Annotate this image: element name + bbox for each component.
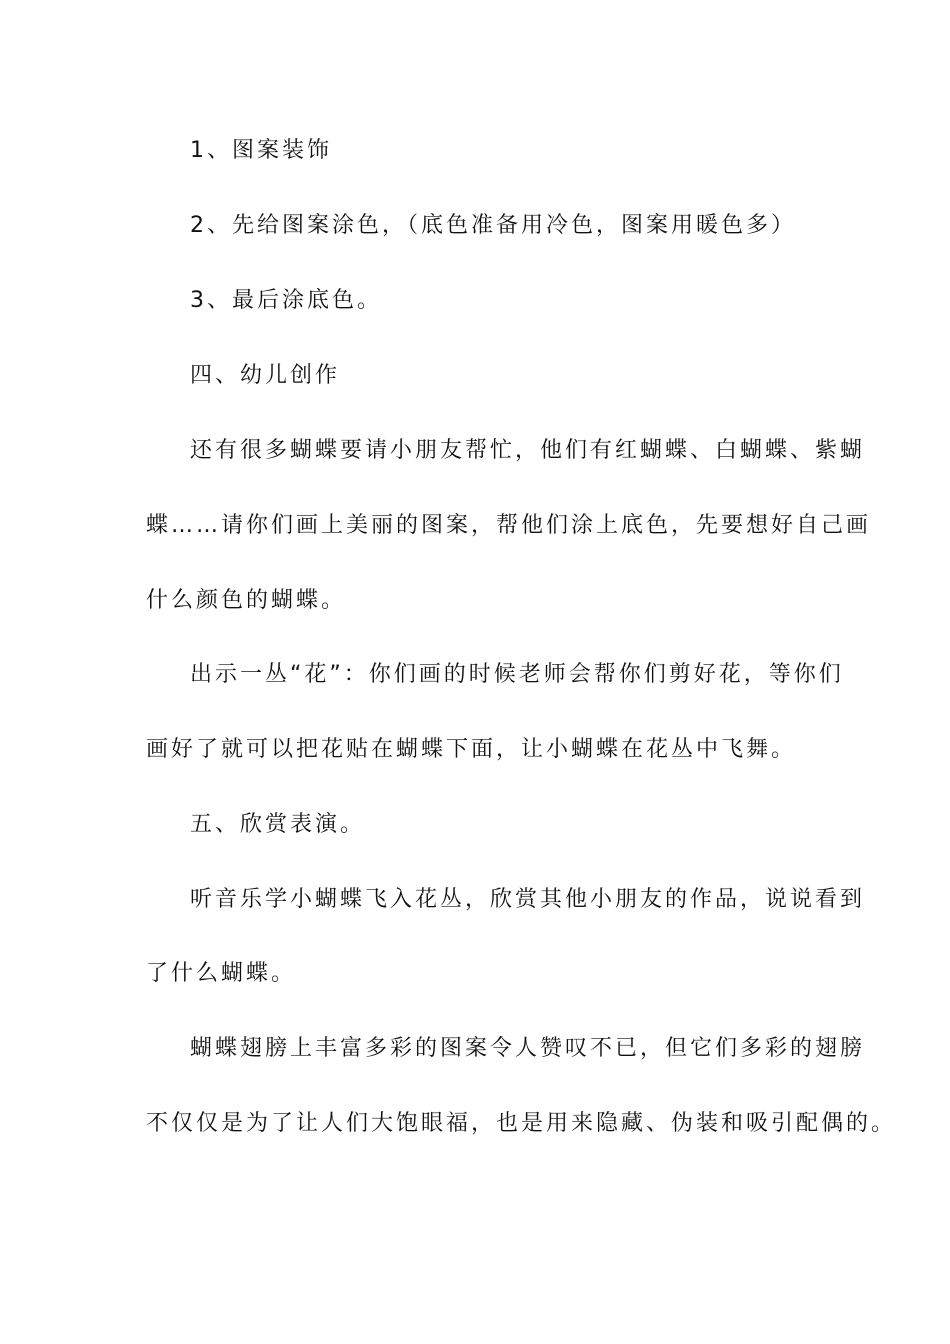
step-2-line: 2、先给图案涂色，（底色准备用冷色，图案用暖色多） [190, 213, 796, 238]
step-3-line: 3、最后涂底色。 [190, 288, 382, 313]
paragraph-line: 不仅仅是为了让人们大饱眼福，也是用来隐藏、伪装和吸引配偶的。 [146, 1111, 897, 1136]
paragraph-line: 出示一丛“花”：你们画的时候老师会帮你们剪好花，等你们 [190, 662, 844, 687]
paragraph-line: 了什么蝴蝶。 [146, 961, 297, 986]
paragraph-line: 听音乐学小蝴蝶飞入花丛，欣赏其他小朋友的作品，说说看到 [190, 887, 866, 912]
paragraph-line: 还有很多蝴蝶要请小朋友帮忙，他们有红蝴蝶、白蝴蝶、紫蝴 [190, 438, 866, 463]
paragraph-line: 蝴蝶翅膀上丰富多彩的图案令人赞叹不已，但它们多彩的翅膀 [190, 1036, 866, 1061]
paragraph-line: 蝶……请你们画上美丽的图案，帮他们涂上底色，先要想好自己画 [146, 513, 872, 538]
paragraph-line: 什么颜色的蝴蝶。 [146, 588, 347, 613]
section-4-heading: 四、幼儿创作 [190, 363, 341, 388]
section-5-heading: 五、欣赏表演。 [190, 812, 366, 837]
paragraph-line: 画好了就可以把花贴在蝴蝶下面，让小蝴蝶在花丛中飞舞。 [146, 737, 797, 762]
step-1-line: 1、图案装饰 [190, 138, 332, 163]
